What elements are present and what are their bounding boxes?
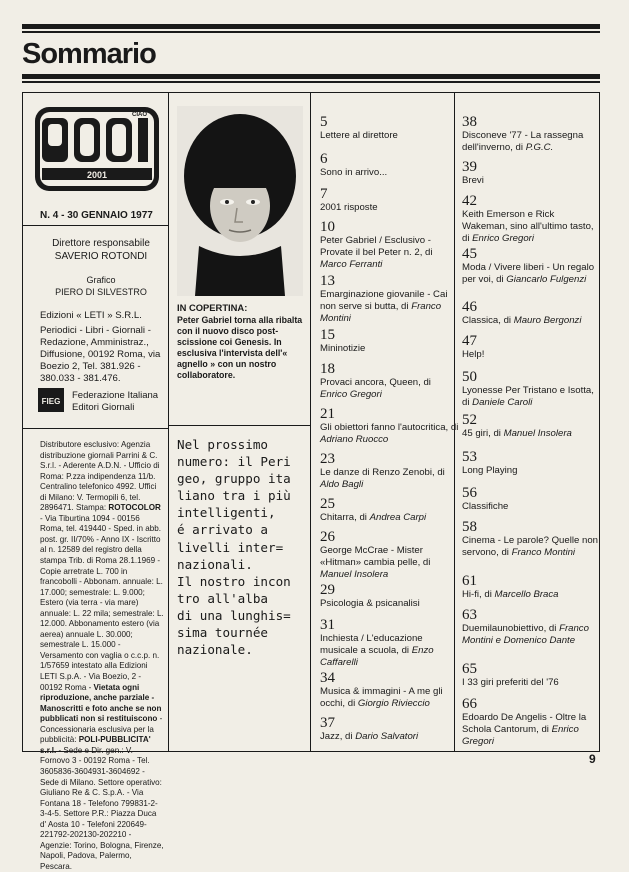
list-item (320, 273, 460, 324)
list-item (320, 496, 460, 524)
entry-title: Inchiesta / L'educazione musicale a scuola, di Enzo Caffarelli (320, 633, 434, 668)
logo-text: 2001 (86, 170, 108, 180)
entry-title: Lettere al direttore (320, 130, 398, 141)
entry-page-number: 26 (320, 529, 335, 545)
entry-page-number: 50 (462, 369, 477, 385)
list-item (320, 361, 460, 401)
entry-title: Psicologia & psicanalisi (320, 598, 420, 609)
director-label: Direttore responsabile (52, 238, 150, 249)
entry-title: Lyonesse Per Tristano e Isotta, di Daniele Caroli (462, 385, 594, 408)
entry-page-number: 58 (462, 519, 477, 535)
list-item (320, 186, 460, 214)
entry-page-number: 53 (462, 449, 477, 465)
list-item (462, 159, 602, 187)
entry-title: Hi-fi, di Marcello Braca (462, 589, 559, 600)
grafico-label: Grafico (86, 275, 116, 285)
entry-title: Peter Gabriel / Esclusivo - Provate il bel Peter n. 2, di Marco Ferranti (320, 235, 433, 270)
list-item (462, 449, 602, 477)
list-item (320, 219, 460, 270)
entry-title: Classica, di Mauro Bergonzi (462, 315, 582, 326)
dist-ad-agency: POLI-PUBBLICITA' s.r.l. (40, 735, 151, 755)
issue-line: N. 4 - 30 GENNAIO 1977 (40, 210, 153, 221)
publisher-info: Periodici - Libri - Giornali - Redazione, Amministraz., Diffusione, 00192 Roma, via Boezio 2, Tel. 381.926 - 380.033 - 381.476. (40, 325, 161, 384)
entry-page-number: 61 (462, 573, 477, 589)
entry-title: Keith Emerson e Rick Wakeman, sino all'ultimo tasto, di Enrico Gregori (462, 209, 594, 244)
entry-title: Classifiche (462, 501, 509, 512)
list-item (462, 114, 602, 154)
publisher-name: Edizioni « LETI » S.R.L. (40, 310, 142, 321)
list-item (462, 246, 602, 286)
contents-column-2 (462, 0, 602, 778)
entry-title: Moda / Vivere liberi - Un regalo per voi, di Giancarlo Fulgenzi (462, 262, 595, 285)
dist-printer: ROTOCOLOR (108, 503, 161, 513)
entry-title: Duemilaunobiettivo, di Franco Montini e Domenico Dante (462, 623, 589, 646)
entry-page-number: 47 (462, 333, 477, 349)
entry-page-number: 10 (320, 219, 335, 235)
list-item (462, 696, 602, 747)
entry-title: 45 giri, di Manuel Insolera (462, 428, 572, 439)
entry-page-number: 38 (462, 114, 477, 130)
dist-text-1: Distributore esclusivo: Agenzia distribuzione giornali Parrini & C. S.r.l. - Aderente A.D.N. - Ufficio di Roma: P.zza indipendenza 11/b. Centralino telefonico 4992. Uffici di Milano: V. Termopili 6, tel. 2896471. Stampa: (40, 440, 160, 513)
entry-title: Provaci ancora, Queen, di Enrico Gregori (320, 377, 431, 400)
list-item (462, 661, 602, 689)
cover-label: IN COPERTINA: (177, 302, 248, 313)
dist-rights-notice: Vietata ogni riproduzione, anche parziale - Manoscritti e foto anche se non pubblicati non si restituiscono (40, 682, 162, 724)
entry-page-number: 34 (320, 670, 335, 686)
dist-text-7: - Sede e Dir. gen.: V. Fornovo 3 - 00192 Roma - Tel. 3605836-3604931-3604692 - Sede di Milano. Settore operativo: Giuliano Re & C. S.p.A. - Via Fontana 18 - Telefono 799831-2-3-4-5. Settore P.R.: Piazza Duca d' Aosta 10 - Telefoni 220649-221792-202130-202210 - Agenzie: Torino, Bologna, Firenze, Napoli, Padova, Palermo, Pescara. (40, 745, 164, 871)
fieg-badge-text: FIEG (41, 397, 61, 406)
entry-title: Chitarra, di Andrea Carpi (320, 512, 427, 523)
list-item (462, 519, 602, 559)
list-item (320, 406, 460, 446)
fieg-line-2: Editori Giornali (72, 402, 135, 413)
list-item (320, 582, 460, 610)
entry-title: Brevi (462, 175, 484, 186)
entry-page-number: 45 (462, 246, 477, 262)
fieg-logo-icon (38, 388, 64, 412)
entry-page-number: 39 (462, 159, 477, 175)
entry-page-number: 5 (320, 114, 328, 130)
entry-page-number: 29 (320, 582, 335, 598)
entry-page-number: 23 (320, 451, 335, 467)
entry-page-number: 65 (462, 661, 477, 677)
entry-title: Jazz, di Dario Salvatori (320, 731, 419, 742)
entry-title: Musica & immagini - A me gli occhi, di Giorgio Rivieccio (320, 686, 443, 709)
list-item (320, 451, 460, 491)
entry-title: George McCrae - Mister «Hitman» cambia pelle, di Manuel Insolera (320, 545, 431, 580)
page-title: Sommario (22, 38, 156, 70)
list-item (462, 193, 602, 244)
entry-title: Help! (462, 349, 485, 360)
entry-title: Long Playing (462, 465, 518, 476)
list-item (462, 485, 602, 513)
cover-photo (177, 106, 303, 296)
entry-page-number: 13 (320, 273, 335, 289)
next-issue-note: Nel prossimo numero: il Peri geo, gruppo ita liano tra i più intelligenti, é arrivato a livelli inter= nazionali. Il nostro incon tro all'alba di una lunghis= sima tournée nazionale. (177, 437, 291, 658)
entry-page-number: 66 (462, 696, 477, 712)
entry-page-number: 46 (462, 299, 477, 315)
entry-title: Mininotizie (320, 343, 366, 354)
entry-title: Edoardo De Angelis - Oltre la Schola Cantorum, di Enrico Gregori (462, 712, 587, 747)
page-number: 9 (589, 752, 596, 766)
section-divider-publisher (22, 428, 168, 429)
list-item (462, 333, 602, 361)
entry-title: Gli obiettori fanno l'autocritica, di Adriano Ruocco (320, 422, 459, 445)
entry-title: I 33 giri preferiti del '76 (462, 677, 559, 688)
director-name: SAVERIO ROTONDI (54, 251, 148, 262)
list-item (462, 573, 602, 601)
dist-text-5: - Concessionaria esclusiva per la pubblicità: (40, 714, 163, 745)
logo-small-text: CIAO (132, 112, 147, 118)
entry-page-number: 56 (462, 485, 477, 501)
list-item (320, 617, 460, 668)
list-item (320, 715, 460, 743)
entry-title: Sono in arrivo... (320, 167, 388, 178)
list-item (462, 412, 602, 440)
list-item (320, 151, 460, 179)
fieg-line-1: Federazione Italiana (72, 390, 159, 401)
section-divider-issue (22, 225, 168, 226)
list-item (320, 670, 460, 710)
entry-page-number: 25 (320, 496, 335, 512)
list-item (462, 299, 602, 327)
entry-page-number: 42 (462, 193, 477, 209)
entry-page-number: 15 (320, 327, 335, 343)
list-item (320, 114, 460, 142)
entry-page-number: 18 (320, 361, 335, 377)
contents-column-1 (320, 0, 460, 778)
entry-page-number: 31 (320, 617, 335, 633)
entry-title: 2001 risposte (320, 202, 378, 213)
column-divider-2 (310, 92, 311, 752)
entry-page-number: 21 (320, 406, 335, 422)
entry-page-number: 63 (462, 607, 477, 623)
fieg-text (72, 390, 158, 414)
section-divider-cover (168, 425, 310, 426)
2001-logo (34, 106, 160, 192)
entry-page-number: 6 (320, 151, 328, 167)
entry-title: Cinema - Le parole? Quelle non servono, di Franco Montini (462, 535, 598, 558)
entry-page-number: 37 (320, 715, 335, 731)
list-item (462, 369, 602, 409)
entry-title: Le danze di Renzo Zenobi, di Aldo Bagli (320, 467, 445, 490)
list-item (320, 529, 460, 580)
entry-page-number: 7 (320, 186, 328, 202)
list-item (462, 607, 602, 647)
entry-title: Emarginazione giovanile - Cai non serve si butta, di Franco Montini (320, 289, 448, 324)
entry-title: Disconeve '77 - La rassegna dell'inverno, di P.G.C. (462, 130, 584, 153)
cover-portrait (177, 106, 303, 296)
dist-text-3: - Via Tiburtina 1094 - 00156 Roma, tel. 419440 - Sped. in abb. post. gr. II/70% - Anno IX - Iscritto al n. 12589 del registro della stampa Trib. di Roma 28.1.1969 - Copie arretrate L. 700 in francobolli - Abbonam. annuale: L. 17.000; semestrale: L. 9.000; Estero (via terra - via mare) annuale: L. 22 mila; semestrale: L. 12.000. Abbonamento estero (via aerea) annuale L. 30.000; semestrale L. 15.000 - Versamento con vaglia o c.c.p. n. 1/57659 intestato alla Edizioni LETI S.p.A. - Via Boezio, 2 - 00192 Roma - (40, 513, 164, 692)
entry-page-number: 52 (462, 412, 477, 428)
distribution-info (40, 440, 164, 872)
grafico-name: PIERO DI SILVESTRO (55, 287, 147, 297)
column-divider-1 (168, 92, 169, 752)
list-item (320, 327, 460, 355)
cover-caption: Peter Gabriel torna alla ribalta con il nuovo disco post-scissione coi Genesis. In esclusiva l'intervista dell'« agnello » con un nostro collaboratore. (177, 315, 303, 380)
